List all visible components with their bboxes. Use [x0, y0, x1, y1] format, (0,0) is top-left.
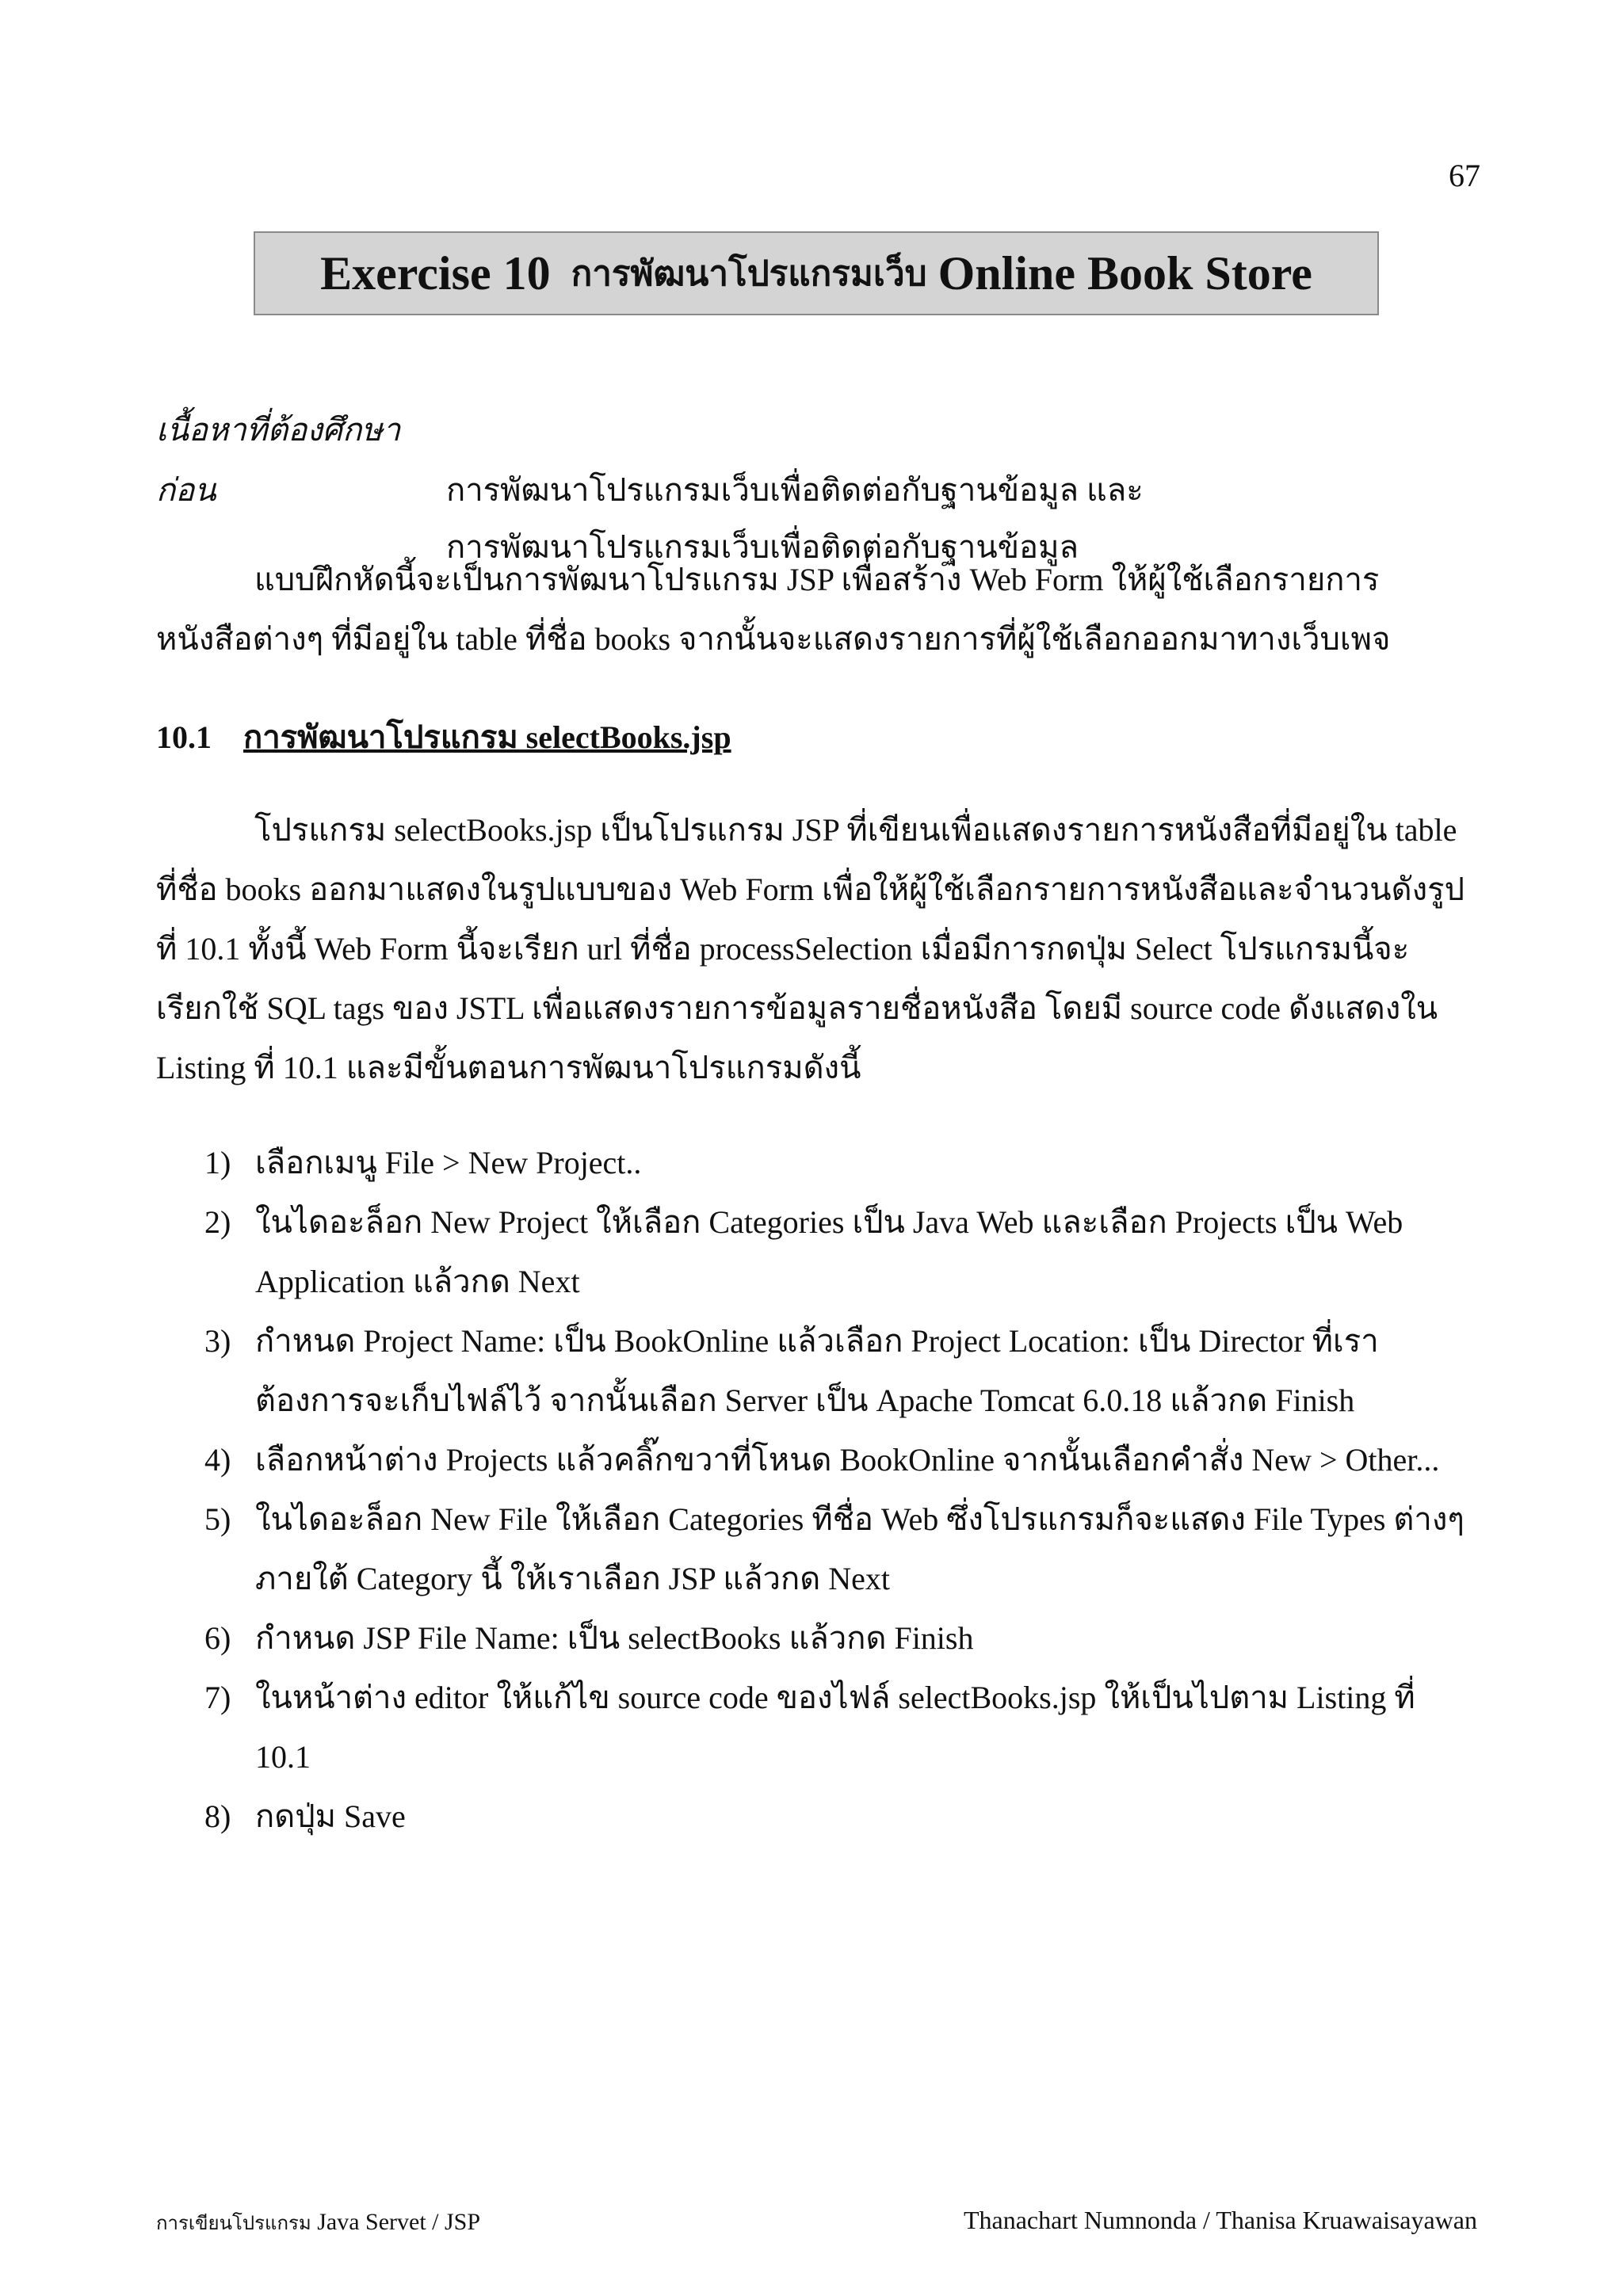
step-number: 2) [204, 1204, 231, 1240]
footer-left-thai: การเขียนโปรแกรม [156, 2214, 311, 2234]
step-number: 7) [204, 1680, 231, 1715]
list-item [204, 1668, 1472, 1787]
prerequisite-line-1: การพัฒนาโปรแกรมเว็บเพื่อติดต่อกับฐานข้อมูล และ [446, 472, 1144, 508]
step-text: เลือกเมนู File > New Project.. [255, 1145, 642, 1180]
step-number: 4) [204, 1442, 231, 1478]
step-number: 1) [204, 1145, 231, 1180]
page-number: 67 [1449, 158, 1480, 193]
exercise-title-thai: การพัฒนาโปรแกรมเว็บ [571, 254, 927, 293]
step-text: เลือกหน้าต่าง Projects แล้วคลิ๊กขวาที่โหนด BookOnline จากนั้นเลือกคำสั่ง New > Other... [255, 1442, 1440, 1478]
footer-left-english: Java Servet / JSP [317, 2209, 481, 2235]
list-item [204, 1133, 1472, 1192]
steps-list [204, 1133, 1472, 1846]
step-text: ในหน้าต่าง editor ให้แก้ไข source code ของไฟล์ selectBooks.jsp ให้เป็นไปตาม Listing ที่ 10.1 [255, 1680, 1415, 1775]
section-number: 10.1 [156, 719, 212, 755]
prerequisite-label: เนื้อหาที่ต้องศึกษาก่อน [156, 412, 401, 508]
step-text: ในไดอะล็อก New Project ให้เลือก Categories เป็น Java Web และเลือก Projects เป็น Web Application แล้วกด Next [255, 1204, 1403, 1299]
footer-authors: Thanachart Numnonda / Thanisa Kruawaisayawan [963, 2206, 1477, 2234]
exercise-title-english: Online Book Store [938, 246, 1312, 299]
step-number: 6) [204, 1620, 231, 1656]
footer-left [156, 2207, 480, 2238]
step-number: 5) [204, 1501, 231, 1537]
step-text: กำหนด JSP File Name: เป็น selectBooks แล้วกด Finish [255, 1620, 974, 1656]
section-heading [156, 711, 731, 762]
step-text: กดปุ่ม Save [255, 1798, 406, 1834]
list-item [204, 1311, 1472, 1430]
intro-paragraph: แบบฝึกหัดนี้จะเป็นการพัฒนาโปรแกรม JSP เพื่อสร้าง Web Form ให้ผู้ใช้เลือกรายการหนังสือต่างๆ ที่มีอยู่ใน table ที่ชื่อ books จากนั้นจะแสดงรายการที่ผู้ใช้เลือกออกมาทางเว็บเพจ [156, 562, 1391, 657]
list-item [204, 1489, 1472, 1608]
list-item [204, 1192, 1472, 1311]
step-number: 3) [204, 1323, 231, 1359]
step-text: ในไดอะล็อก New File ให้เลือก Categories ทีชื่อ Web ซึ่งโปรแกรมก็จะแสดง File Types ต่างๆ ภายใต้ Category นี้ ให้เราเลือก JSP แล้วกด Next [255, 1501, 1465, 1596]
step-number: 8) [204, 1798, 231, 1834]
list-item [204, 1787, 1472, 1846]
prerequisite-line-2: การพัฒนาโปรแกรมเว็บเพื่อติดต่อกับฐานข้อมูล [446, 529, 1079, 565]
list-item [204, 1430, 1472, 1489]
body-paragraph: โปรแกรม selectBooks.jsp เป็นโปรแกรม JSP ที่เขียนเพื่อแสดงรายการหนังสือที่มีอยู่ใน table ที่ชื่อ books ออกมาแสดงในรูปแบบของ Web Form เพื่อให้ผู้ใช้เลือกรายการหนังสือและจำนวนดังรูปที่ 10.1 ทั้งนี้ Web Form นี้จะเรียก url ที่ชื่อ processSelection เมื่อมีการกดปุ่ม Select โปรแกรมนี้จะเรียกใช้ SQL tags ของ JSTL เพื่อแสดงรายการข้อมูลรายชื่อหนังสือ โดยมี source code ดังแสดงใน Listing ที่ 10.1 และมีขั้นตอนการพัฒนาโปรแกรมดังนี้ [156, 812, 1465, 1085]
exercise-title-box [254, 231, 1379, 315]
list-item [204, 1608, 1472, 1668]
section-title: การพัฒนาโปรแกรม selectBooks.jsp [243, 719, 731, 755]
step-text: กำหนด Project Name: เป็น BookOnline แล้วเลือก Project Location: เป็น Director ที่เราต้องการจะเก็บไฟล์ไว้ จากนั้นเลือก Server เป็น Apache Tomcat 6.0.18 แล้วกด Finish [255, 1323, 1379, 1418]
exercise-number: Exercise 10 [320, 246, 551, 299]
